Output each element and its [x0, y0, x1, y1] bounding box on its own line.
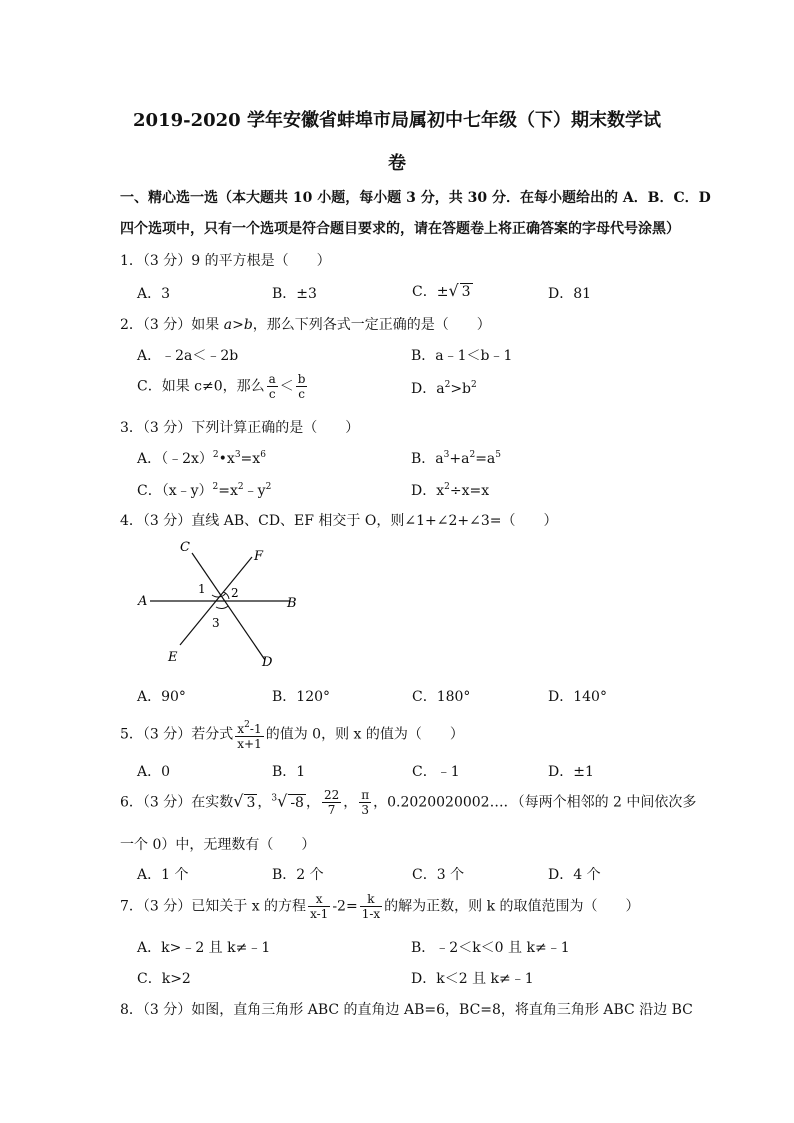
question-1-stem: 1．（3 分）9 的平方根是（ ）	[120, 253, 331, 269]
q3-option-b: B．$a^3+a^2=a^5$	[411, 450, 501, 467]
question-3-stem: 3．（3 分）下列计算正确的是（ ）	[120, 420, 360, 436]
intersecting-lines-figure	[130, 535, 310, 675]
line-cd	[192, 553, 265, 660]
question-8-stem: 8．（3 分）如图，直角三角形 ABC 的直角边 AB=6，BC=8，将直角三角形 ABC 沿边 BC	[120, 1002, 693, 1018]
page-title: 2019-2020 学年安徽省蚌埠市局属初中七年级（下）期末数学试	[133, 110, 661, 131]
q5-option-c: C．﹣1	[412, 764, 460, 780]
q1-option-a: A．3	[137, 286, 171, 302]
q6-option-d: D．4 个	[548, 867, 601, 883]
label-b: B	[287, 596, 297, 611]
q6-option-c: C．3 个	[412, 867, 465, 883]
angle-3-label: 3	[212, 616, 220, 630]
angle-1-label: 1	[198, 582, 206, 596]
label-a: A	[138, 594, 148, 609]
question-6-stem: 6．（3 分）在实数√ 3 ，$^3$√ -8 ， $\frac{22}{7}$ ， $\frac{\pi}{3}$ ，0.2020020002…．（每两个相邻的 2 中间依次多	[120, 788, 697, 817]
q4-option-d: D．140°	[548, 689, 607, 705]
q4-option-c: C．180°	[412, 689, 471, 705]
q1-option-d: D．81	[548, 286, 592, 302]
question-5-stem: 5．（3 分）若分式 $\frac{x^2-1}{x+1}$ 的值为 0，则 x 的值为（ ）	[120, 720, 464, 751]
angle-2-label: 2	[231, 586, 239, 600]
q3-option-a: A．$(﹣2x)^2•x^3=x^6$	[137, 450, 266, 467]
q6-option-b: B．2 个	[272, 867, 324, 883]
q2-option-d: D．$a^2>b^2$	[411, 380, 477, 397]
q7-option-c: C．k>2	[137, 971, 191, 987]
q1-option-b: B．±3	[272, 286, 317, 302]
question-2-stem: 2．（3 分）如果 a>b，那么下列各式一定正确的是（ ）	[120, 317, 491, 333]
q5-option-d: D．±1	[548, 764, 594, 780]
question-4-stem: 4．（3 分）直线 AB、CD、EF 相交于 O，则∠1+∠2+∠3=（ ）	[120, 513, 558, 529]
q3-option-c: C．$(x﹣y)^2=x^2﹣y^2$	[137, 482, 272, 499]
label-c: C	[180, 540, 190, 555]
q3-option-d: D．$x^2\div x=x$	[411, 482, 490, 499]
label-d: D	[262, 655, 273, 670]
q2-option-a: A．﹣2a＜﹣2b	[137, 348, 239, 364]
q4-option-b: B．120°	[272, 689, 331, 705]
q1-option-c: C．±√ 3	[412, 281, 471, 300]
q5-option-a: A．0	[137, 764, 171, 780]
section-heading-continued: 四个选项中，只有一个选项是符合题目要求的，请在答题卷上将正确答案的字母代号涂黑）	[120, 221, 680, 237]
page-title-continued: 卷	[388, 153, 406, 174]
section-heading: 一、精心选一选（本大题共 10 小题，每小题 3 分，共 30 分．在每小题给出的 A．B．C．D	[120, 190, 711, 206]
label-e: E	[168, 650, 178, 665]
q5-option-b: B．1	[272, 764, 306, 780]
q7-option-d: D．k＜2 且 k≠﹣1	[411, 971, 534, 987]
q6-option-a: A．1 个	[137, 867, 189, 883]
q7-option-a: A．k>﹣2 且 k≠﹣1	[137, 940, 271, 956]
q2-option-b: B．a﹣1＜b﹣1	[411, 348, 513, 364]
q4-option-a: A．90°	[137, 689, 186, 705]
label-f: F	[254, 549, 264, 564]
q7-option-b: B．﹣2＜k＜0 且 k≠﹣1	[411, 940, 570, 956]
q2-option-c: C．如果 c≠0，那么 $\frac{a}{c}$ ＜ $\frac{b}{c}$	[137, 372, 306, 401]
question-6-stem-continued: 一个 0）中，无理数有（ ）	[120, 837, 316, 853]
question-7-stem: 7．（3 分）已知关于 x 的方程 $\frac{x}{x-1}$ -2= $\frac{k}{1-x}$ 的解为正数，则 k 的取值范围为（ ）	[120, 892, 640, 921]
